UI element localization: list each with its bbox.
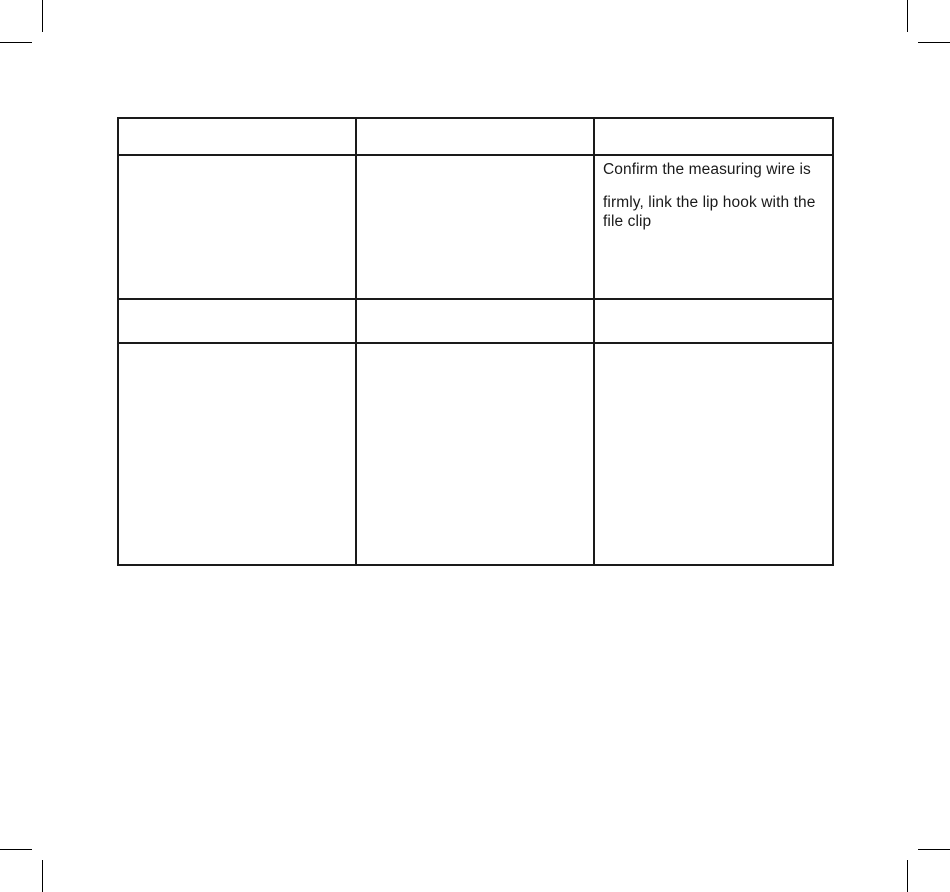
crop-mark-top-right-horizontal [918, 42, 950, 43]
instruction-text [595, 156, 832, 231]
table-cell [118, 155, 356, 299]
table-cell [118, 118, 356, 155]
crop-mark-top-right-vertical [907, 0, 908, 32]
table-cell [594, 155, 833, 299]
table-cell [356, 299, 594, 343]
table-cell [356, 118, 594, 155]
table-row [118, 155, 833, 299]
instruction-line-1: Confirm the measuring wire is [603, 161, 811, 178]
table-row [118, 118, 833, 155]
instruction-table [117, 117, 834, 566]
crop-mark-top-left-horizontal [0, 42, 32, 43]
crop-mark-bottom-left-vertical [42, 860, 43, 892]
table-cell [594, 343, 833, 565]
instruction-line-2: firmly, link the lip hook with the file clip [603, 194, 816, 230]
crop-mark-top-left-vertical [42, 0, 43, 32]
table-cell [356, 155, 594, 299]
crop-mark-bottom-left-horizontal [0, 849, 32, 850]
table-cell [118, 299, 356, 343]
table-cell [594, 118, 833, 155]
table-cell [594, 299, 833, 343]
table-row [118, 299, 833, 343]
crop-mark-bottom-right-vertical [907, 860, 908, 892]
table-row [118, 343, 833, 565]
table-cell [356, 343, 594, 565]
table-cell [118, 343, 356, 565]
crop-mark-bottom-right-horizontal [918, 849, 950, 850]
